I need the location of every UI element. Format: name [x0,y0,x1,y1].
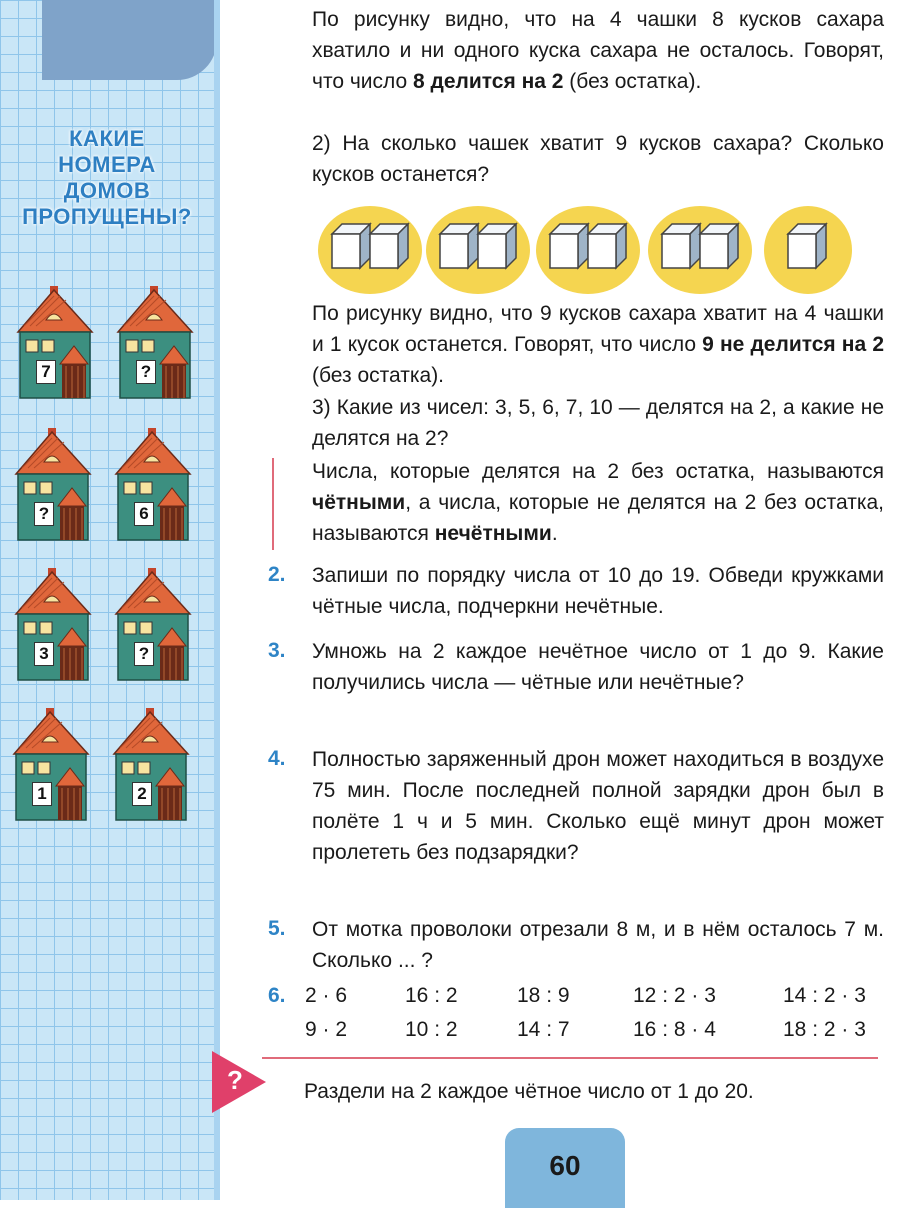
house-icon [110,704,192,824]
expression: 14 : 2 · 3 [783,984,866,1007]
task-number: 5. [268,917,286,940]
expression: 16 : 2 [405,984,458,1007]
house-illustration [12,564,94,684]
expression: 18 : 9 [517,984,570,1007]
house-icon [10,704,92,824]
house-icon [14,282,96,402]
house-number: 1 [32,782,52,806]
house-number: 3 [34,642,54,666]
puzzle-title-line: ПРОПУЩЕНЫ? [22,204,192,229]
house-illustration [14,282,96,402]
house-illustration [112,564,194,684]
puzzle-title-line: НОМЕРА [58,152,156,177]
cup-with-two-cubes [318,206,422,294]
task-number: 4. [268,747,286,770]
puzzle-title [0,126,214,230]
text: (без остатка). [563,70,702,93]
cup-with-two-cubes [648,206,752,294]
question-2: 2) На сколько чашек хватит 9 кусков сахара? Сколько кусков останется? [312,132,884,186]
grid-sidebar [0,0,214,1200]
bonus-divider [262,1057,878,1059]
sugar-cube-icon [318,206,422,294]
bold-text: 9 не делится на 2 [702,333,884,356]
cup-with-one-cube [764,206,852,294]
puzzle-title-line: КАКИЕ [69,126,145,151]
expression-grid [305,984,885,1054]
bold-term-even: чётными [312,491,406,514]
expression: 12 : 2 · 3 [633,984,716,1007]
task-text: Полностью заряженный дрон может находиться в воздухе 75 мин. После последней полной зарядки дрон был в полёте 1 ч и 5 мин. Сколько ещё минут дрон может пролететь без подзарядки? [312,748,884,864]
text: По рисунку видно, что на 4 чашки 8 кусков сахара хватило и ни одного куска сахара не осталось. Говорят, что число [312,8,884,93]
text: По рисунку видно, что 9 кусков сахара хватит на 4 чашки и 1 кусок останется. Говорят, что число [312,302,884,356]
task-text: Запиши по порядку числа от 10 до 19. Обведи кружками чётные числа, подчеркни нечётные. [312,564,884,618]
house-icon [112,424,194,544]
question-marker [212,1051,266,1113]
house-icon [112,564,194,684]
sugar-cube-icon [536,206,640,294]
expression: 16 : 8 · 4 [633,1018,716,1041]
house-icon [12,424,94,544]
text: (без остатка). [312,364,445,387]
explanation-paragraph-1 [312,4,884,97]
sugar-cups-illustration [318,206,858,298]
sugar-cube-icon [426,206,530,294]
question-3: 3) Какие из чисел: 3, 5, 6, 7, 10 — делятся на 2, а какие не делятся на 2? [312,396,884,450]
house-number: 2 [132,782,152,806]
house-illustration [110,704,192,824]
house-illustration [12,424,94,544]
house-number: ? [136,360,156,384]
bold-text: 8 делится на 2 [413,70,564,93]
explanation-paragraph-2 [312,298,884,391]
house-illustration [10,704,92,824]
house-number: ? [34,502,54,526]
house-number: ? [134,642,154,666]
expression: 9 · 2 [305,1018,348,1041]
definition-paragraph [312,456,884,549]
text: , а числа, которые не делятся на 2 без остатка, называются [312,491,884,545]
house-number: 7 [36,360,56,384]
text: Числа, которые делятся на 2 без остатка, называются [312,460,884,483]
definition-rule [272,458,274,550]
sugar-cube-icon [648,206,752,294]
sidebar-edge [214,0,220,1200]
sugar-cube-icon [764,206,852,294]
house-number: 6 [134,502,154,526]
expression: 2 · 6 [305,984,348,1007]
expression: 18 : 2 · 3 [783,1018,866,1041]
house-illustration [112,424,194,544]
task-text: От мотка проволоки отрезали 8 м, и в нём осталось 7 м. Сколько ... ? [312,918,884,972]
text: . [551,522,558,545]
task-text: Умножь на 2 каждое нечётное число от 1 до 9. Какие получились числа — чётные или нечётные? [312,640,884,694]
task-number: 6. [268,984,286,1007]
bold-term-odd: нечётными [434,522,552,545]
cup-with-two-cubes [426,206,530,294]
house-icon [12,564,94,684]
question-mark-icon: ? [227,1065,243,1095]
puzzle-title-line: ДОМОВ [63,178,151,203]
bonus-task: Раздели на 2 каждое чётное число от 1 до 20. [304,1080,754,1103]
expression: 14 : 7 [517,1018,570,1041]
task-number: 2. [268,563,286,586]
corner-tab [42,0,217,80]
expression: 10 : 2 [405,1018,458,1041]
house-illustration [114,282,196,402]
page-number: 60 [549,1150,581,1181]
house-icon [114,282,196,402]
cup-with-two-cubes [536,206,640,294]
task-number: 3. [268,639,286,662]
